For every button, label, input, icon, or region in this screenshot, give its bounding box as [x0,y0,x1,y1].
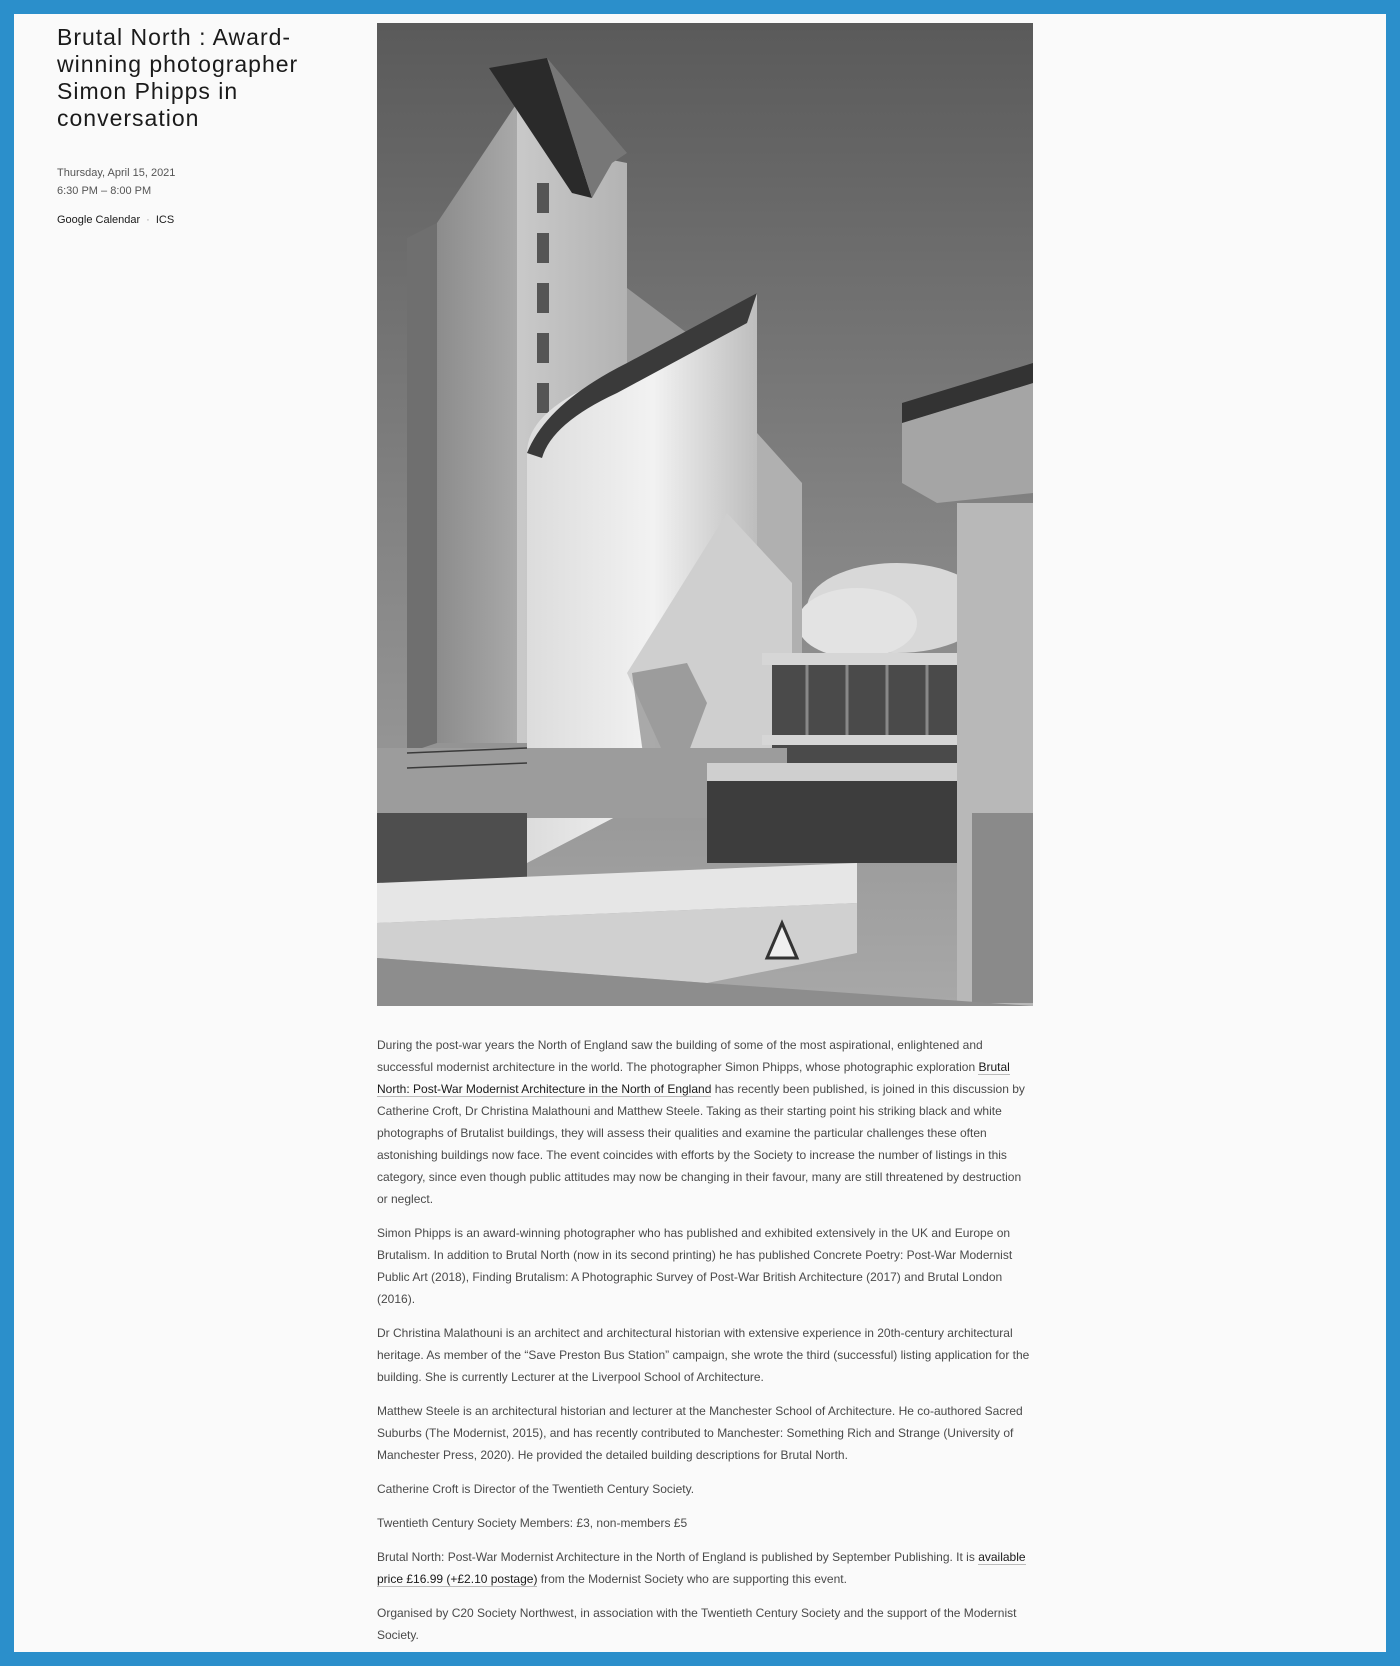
description-paragraph: Simon Phipps is an award-winning photographer who has published and exhibited extensively in the UK and Europe on Brutalism. In addition to Brutal North (now in its second printing) he has published Concrete Poetry: Post-War Modernist Public Art (2018), Finding Brutalism: A Photographic Survey of Post-War British Architecture (2017) and Brutal London (2016). [377,1226,1013,1306]
link-separator: · [146,214,150,226]
google-calendar-link[interactable]: Google Calendar [57,214,141,226]
event-sidebar [57,24,337,226]
description-paragraph [377,1034,1033,1210]
page [14,14,1386,1652]
ics-link[interactable]: ICS [155,214,175,226]
purchase-link[interactable]: available price £16.99 (+£2.10 postage) [377,1550,1026,1586]
calendar-links [57,214,337,226]
event-title: Brutal North : Award-winning photographer Simon Phipps in conversation [57,24,299,131]
description-paragraph: Twentieth Century Society Members: £3, non-members £5 [377,1516,688,1530]
event-description [377,1034,1033,1646]
text-span: from the Modernist Society who are supporting this event. [537,1572,847,1586]
text-span: has recently been published, is joined in this discussion by Catherine Croft, Dr Christina Malathouni and Matthew Steele. Taking as their starting point his striking black and white photographs of Brutalist buildings, they will assess their qualities and examine the particular challenges these often astonishing buildings now face. The event coincides with efforts by the Society to increase the number of listings in this category, since even though public attitudes may now be changing in their favour, many are still threatened by destruction or neglect. [377,1082,1025,1206]
description-paragraph: Dr Christina Malathouni is an architect and architectural historian with extensive experience in 20th-century architectural heritage. As member of the “Save Preston Bus Station” campaign, she wrote the third (successful) listing application for the building. She is currently Lecturer at the Liverpool School of Architecture. [377,1326,1030,1384]
event-meta [57,164,337,200]
text-span: Brutal North: Post-War Modernist Architecture in the North of England is published by September Publishing. It is [377,1550,979,1564]
event-time: 6:30 PM – 8:00 PM [57,185,152,197]
event-content [377,23,1033,1652]
text-span: During the post-war years the North of England saw the building of some of the most aspirational, enlightened and successful modernist architecture in the world. The photographer Simon Phipps, whose photographic exploration [377,1038,983,1074]
brutal-north-book-link[interactable]: Brutal North: Post-War Modernist Architecture in the North of England [377,1060,1010,1096]
description-paragraph: Organised by C20 Society Northwest, in association with the Twentieth Century Society and the support of the Modernist Society. [377,1606,1017,1642]
description-paragraph: Catherine Croft is Director of the Twentieth Century Society. [377,1482,695,1496]
event-photo [377,23,1033,1006]
description-paragraph: Matthew Steele is an architectural historian and lecturer at the Manchester School of Architecture. He co-authored Sacred Suburbs (The Modernist, 2015), and has recently contributed to Manchester: Something Rich and Strange (University of Manchester Press, 2020). He provided the detailed building descriptions for Brutal North. [377,1404,1023,1462]
event-date: Thursday, April 15, 2021 [57,167,176,179]
description-paragraph [377,1546,1033,1590]
